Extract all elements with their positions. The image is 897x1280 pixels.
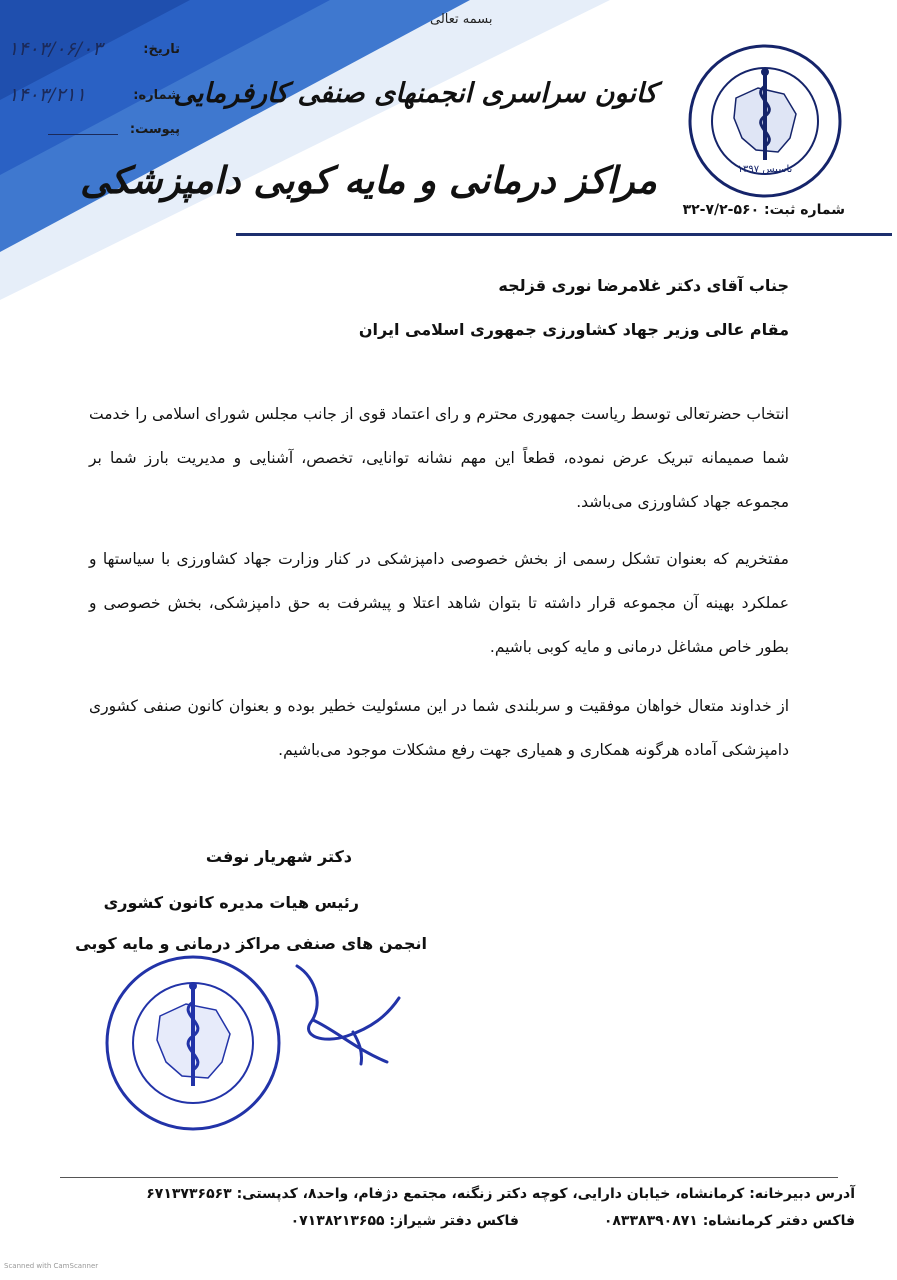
footer-divider [60, 1177, 838, 1178]
date-label: تاریخ: [143, 42, 180, 57]
attachment-label: پیوست: [129, 122, 180, 137]
addressee-name: جناب آقای دکتر غلامرضا نوری قزلجه [498, 276, 789, 295]
fax-shiraz: فاکس دفتر شیراز: ۰۷۱۳۸۲۱۳۶۵۵ [290, 1213, 519, 1229]
footer-address: آدرس دبیرخانه: کرمانشاه، خیابان دارایی، کوچه دکتر زنگنه، مجتمع دژفام، واحد۸، کدپستی: ۶۷۱۳۷۳۶۵۶۳ [146, 1186, 855, 1202]
organization-subtitle: مراکز درمانی و مایه کوبی دامپزشکی [80, 158, 657, 202]
signer-position: رئیس هیات مدیره کانون کشوری [103, 893, 359, 912]
number-value: ۱۴۰۳/۲۱۱ [8, 84, 86, 106]
date-field [8, 38, 180, 68]
fax-kermanshah: فاکس دفتر کرمانشاه: ۰۸۳۳۸۳۹۰۸۷۱ [603, 1213, 855, 1229]
scanner-watermark: Scanned with CamScanner [4, 1262, 99, 1270]
handwritten-signature [283, 960, 413, 1070]
number-field [8, 84, 180, 114]
footer-fax-row [40, 1213, 855, 1229]
basmala: بسمه تعالی [430, 12, 493, 27]
addressee-title: مقام عالی وزیر جهاد کشاورزی جمهوری اسلامی ایران [358, 320, 789, 339]
header-divider [236, 233, 892, 236]
number-label: شماره: [133, 88, 180, 103]
letter-paragraph-2: مفتخریم که بعنوان تشکل رسمی از بخش خصوصی دامپزشکی در کنار وزارت جهاد کشاورزی با سیاستها و عملکرد بهینه آن مجموعه قرار داشته تا بتوان شاهد اعتلا و پیشرفت به حق دامپزشکی، بخش خصوصی و بطور خاص مشاغل درمانی و مایه کوبی باشیم. [89, 550, 789, 656]
attachment-line [48, 134, 118, 135]
organization-title: کانون سراسری انجمنهای صنفی کارفرمایی [173, 78, 657, 109]
signer-name: دکتر شهریار نوفت [205, 847, 352, 866]
signer-organization: انجمن های صنفی مراکز درمانی و مایه کوبی [75, 934, 427, 953]
letter-paragraph-3: از خداوند متعال خواهان موفقیت و سربلندی شما در این مسئولیت خطیر بوده و بعنوان کانون صنفی کشوری دامپزشکی آماده هرگونه همکاری و همیاری جهت رفع مشکلات موجود می‌باشیم. [89, 697, 789, 759]
date-value: ۱۴۰۳/۰۶/۰۳ [8, 38, 103, 60]
seal-founded-text: تاسیس ۱۳۹۷ [737, 164, 793, 175]
letter-paragraph-1: انتخاب حضرتعالی توسط ریاست جمهوری محترم و رای اعتماد قوی از جانب مجلس شورای اسلامی را خدمت شما صمیمانه تبریک عرض نموده، قطعاً این مهم نشانه توانایی، تخصص، آشنایی و مدیریت بارز شما بر مجموعه جهاد کشاورزی می‌باشد. [89, 405, 789, 511]
attachment-field [8, 118, 180, 148]
registration-number: شماره ثبت: ۵۶۰-۷/۲-۳۲ [682, 202, 845, 218]
organization-seal-icon [686, 42, 844, 200]
stamp-seal-icon [102, 952, 284, 1134]
